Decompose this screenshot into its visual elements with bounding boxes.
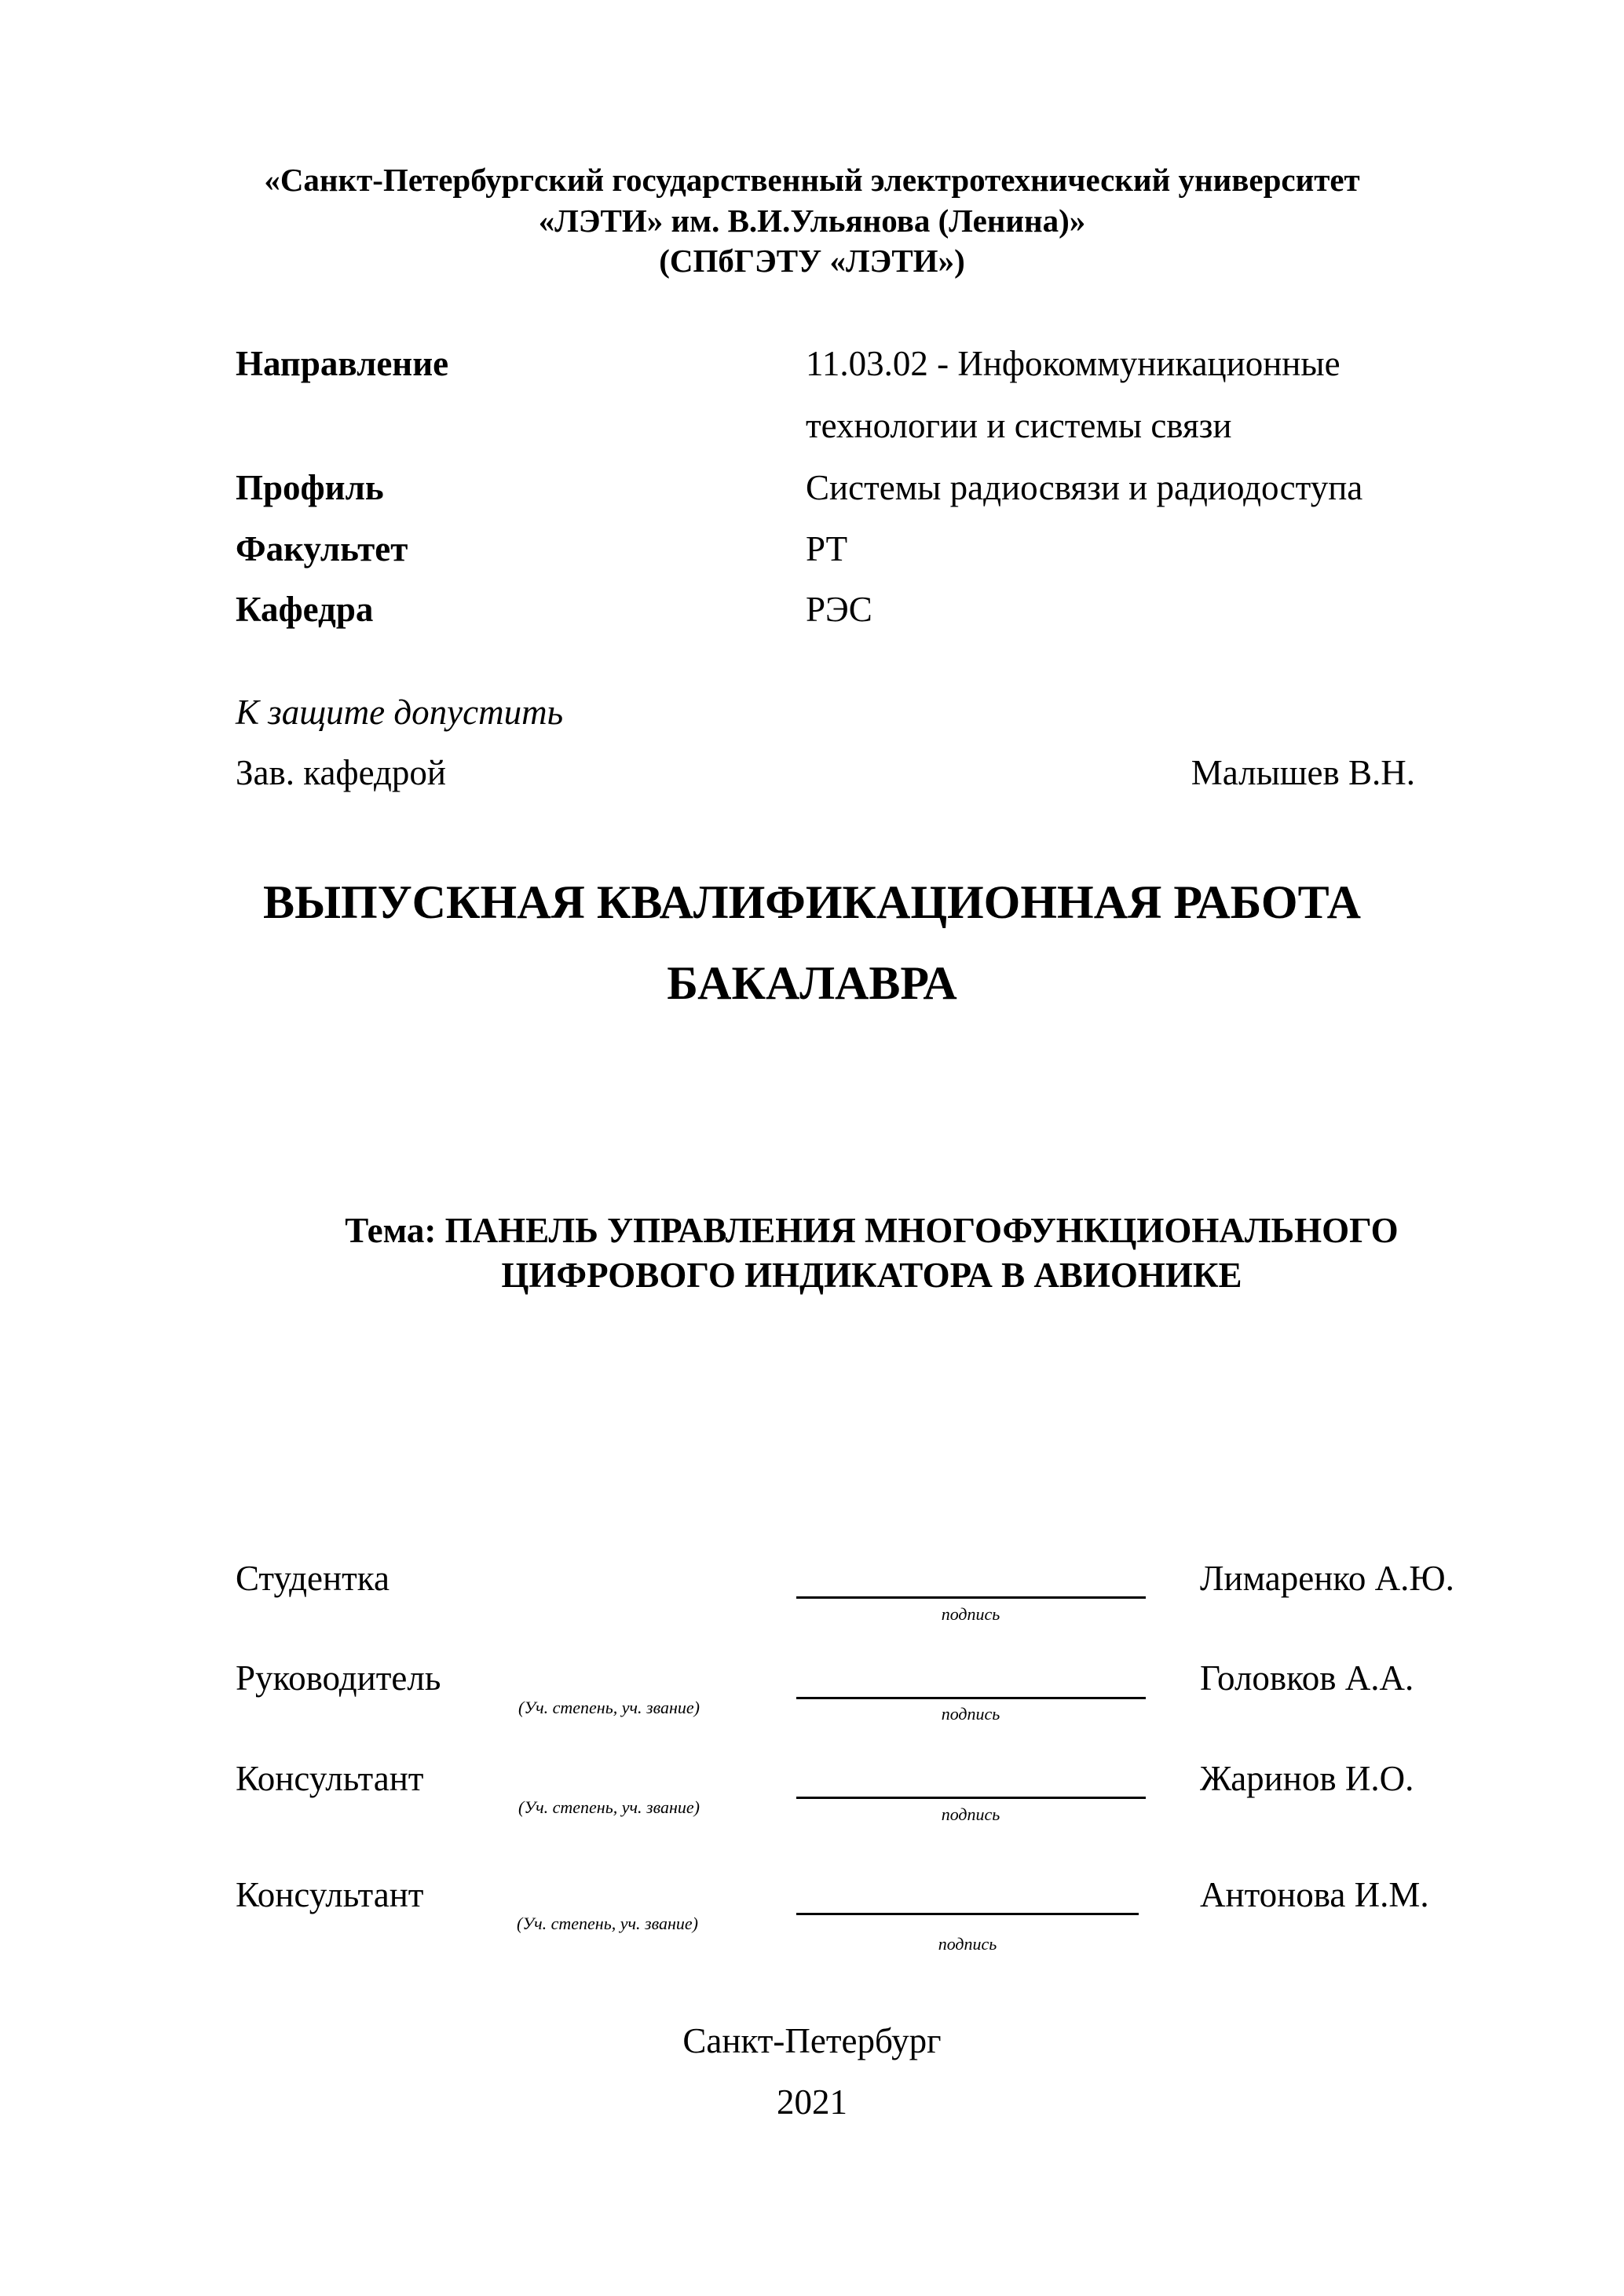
signature-line	[796, 1797, 1146, 1799]
head-of-department-label: Зав. кафедрой	[236, 753, 446, 792]
degree-caption: (Уч. степень, уч. звание)	[518, 1698, 700, 1717]
value-direction: 11.03.02 - Инфокоммуникационные	[806, 344, 1341, 383]
signature-caption: подпись	[941, 1704, 1000, 1724]
signature-caption: подпись	[938, 1934, 997, 1954]
signature-name: Антонова И.М.	[1200, 1875, 1429, 1914]
signature-line	[796, 1596, 1146, 1599]
document-title-line2: БАКАЛАВРА	[667, 957, 957, 1009]
theme-line2: ЦИФРОВОГО ИНДИКАТОРА В АВИОНИКЕ	[501, 1256, 1242, 1295]
signature-caption: подпись	[941, 1804, 1000, 1824]
signature-role: Руководитель	[236, 1658, 441, 1698]
degree-caption: (Уч. степень, уч. звание)	[518, 1797, 700, 1817]
signature-role: Студентка	[236, 1559, 390, 1598]
head-of-department-name: Малышев В.Н.	[1191, 753, 1415, 792]
signature-line	[796, 1697, 1146, 1699]
university-name-line2: «ЛЭТИ» им. В.И.Ульянова (Ленина)»	[538, 203, 1086, 239]
signature-line	[796, 1913, 1139, 1915]
signature-name: Лимаренко А.Ю.	[1200, 1559, 1454, 1598]
university-name-line1: «Санкт-Петербургский государственный электротехнический университет	[264, 162, 1360, 198]
label-department: Кафедра	[236, 590, 374, 629]
document-title-line1: ВЫПУСКНАЯ КВАЛИФИКАЦИОННАЯ РАБОТА	[263, 876, 1361, 928]
label-profile: Профиль	[236, 468, 384, 507]
admit-to-defense: К защите допустить	[236, 693, 564, 732]
theme-line1: Тема: ПАНЕЛЬ УПРАВЛЕНИЯ МНОГОФУНКЦИОНАЛЬНОГО	[345, 1211, 1399, 1250]
value-profile: Системы радиосвязи и радиодоступа	[806, 468, 1363, 507]
year: 2021	[777, 2082, 847, 2122]
label-direction: Направление	[236, 344, 449, 383]
degree-caption: (Уч. степень, уч. звание)	[517, 1914, 698, 1933]
signature-role: Консультант	[236, 1759, 424, 1798]
signature-caption: подпись	[941, 1604, 1000, 1624]
label-faculty: Факультет	[236, 529, 408, 569]
university-abbrev: (СПбГЭТУ «ЛЭТИ»)	[659, 243, 965, 279]
value-direction-cont: технологии и системы связи	[806, 406, 1232, 445]
city: Санкт-Петербург	[682, 2021, 942, 2060]
value-department: РЭС	[806, 590, 872, 629]
signature-name: Головков А.А.	[1200, 1658, 1414, 1698]
signature-role: Консультант	[236, 1875, 424, 1914]
signature-name: Жаринов И.О.	[1200, 1759, 1414, 1798]
value-faculty: РТ	[806, 529, 848, 569]
